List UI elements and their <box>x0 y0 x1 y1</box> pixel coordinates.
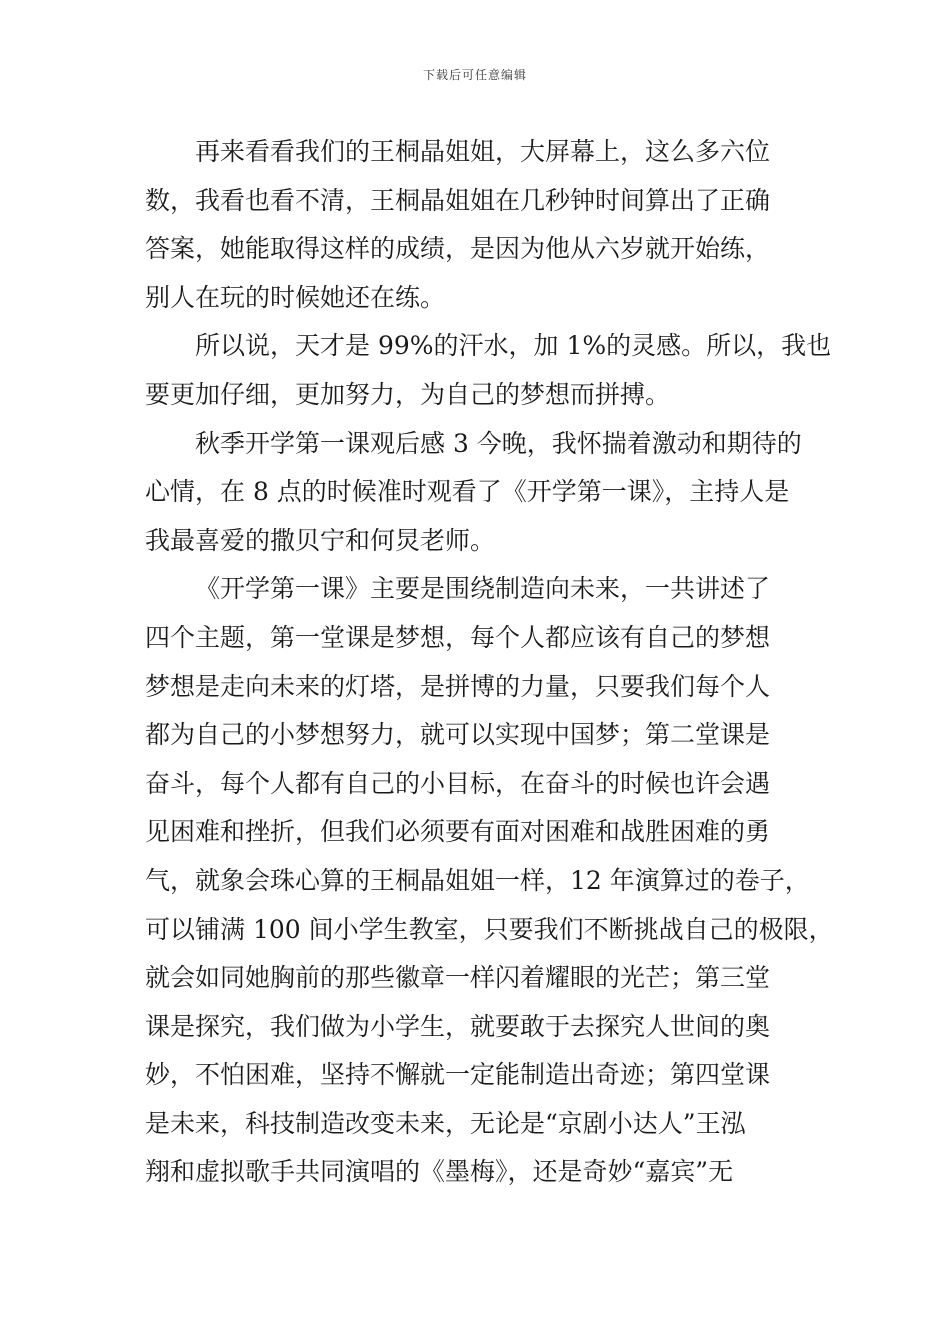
text-line: 是未来，科技制造改变未来，无论是“京剧小达人”王泓 <box>145 1108 746 1138</box>
text-line: 我最喜爱的撒贝宁和何炅老师。 <box>145 525 496 555</box>
text-line: 心情，在 8 点的时候准时观看了《开学第一课》，主持人是 <box>145 477 790 507</box>
text-line: 数，我看也看不清，王桐晶姐姐在几秒钟时间算出了正确 <box>145 185 771 215</box>
text-line: 梦想是走向未来的灯塔，是拼博的力量，只要我们每个人 <box>145 671 771 701</box>
text-line: 别人在玩的时候她还在练。 <box>145 282 446 312</box>
text-line: 所以说，天才是 99%的汗水，加 1%的灵感。所以，我也 <box>195 331 832 361</box>
text-line: 课是探究，我们做为小学生，就要敢于去探究人世间的奥 <box>145 1011 771 1041</box>
text-line: 秋季开学第一课观后感 3 今晚，我怀揣着激动和期待的 <box>195 428 802 458</box>
text-line: 就会如同她胸前的那些徽章一样闪着耀眼的光芒；第三堂 <box>145 963 771 993</box>
text-line: 翔和虚拟歌手共同演唱的《墨梅》，还是奇妙“嘉宾”无 <box>145 1157 734 1187</box>
header-note: 下载后可任意编辑 <box>422 68 527 82</box>
text-line: 四个主题，第一堂课是梦想，每个人都应该有自己的梦想 <box>145 622 771 652</box>
text-line: 妙，不怕困难，坚持不懈就一定能制造出奇迹；第四堂课 <box>145 1060 771 1090</box>
text-line: 《开学第一课》主要是围绕制造向未来，一共讲述了 <box>195 574 771 604</box>
text-line: 答案，她能取得这样的成绩，是因为他从六岁就开始练， <box>145 234 771 264</box>
text-line: 气，就象会珠心算的王桐晶姐姐一样，12 年演算过的卷子， <box>145 865 810 895</box>
text-line: 再来看看我们的王桐晶姐姐，大屏幕上，这么多六位 <box>195 137 771 166</box>
text-line: 奋斗，每个人都有自己的小目标，在奋斗的时候也许会遇 <box>145 768 771 798</box>
text-line: 见困难和挫折，但我们必须要有面对困难和战胜困难的勇 <box>145 817 771 847</box>
text-line: 可以铺满 100 间小学生教室，只要我们不断挑战自己的极限， <box>145 914 834 944</box>
text-line: 都为自己的小梦想努力，就可以实现中国梦；第二堂课是 <box>145 720 771 750</box>
body-text <box>145 128 834 1197</box>
text-line: 要更加仔细，更加努力，为自己的梦想而拼搏。 <box>145 379 671 409</box>
